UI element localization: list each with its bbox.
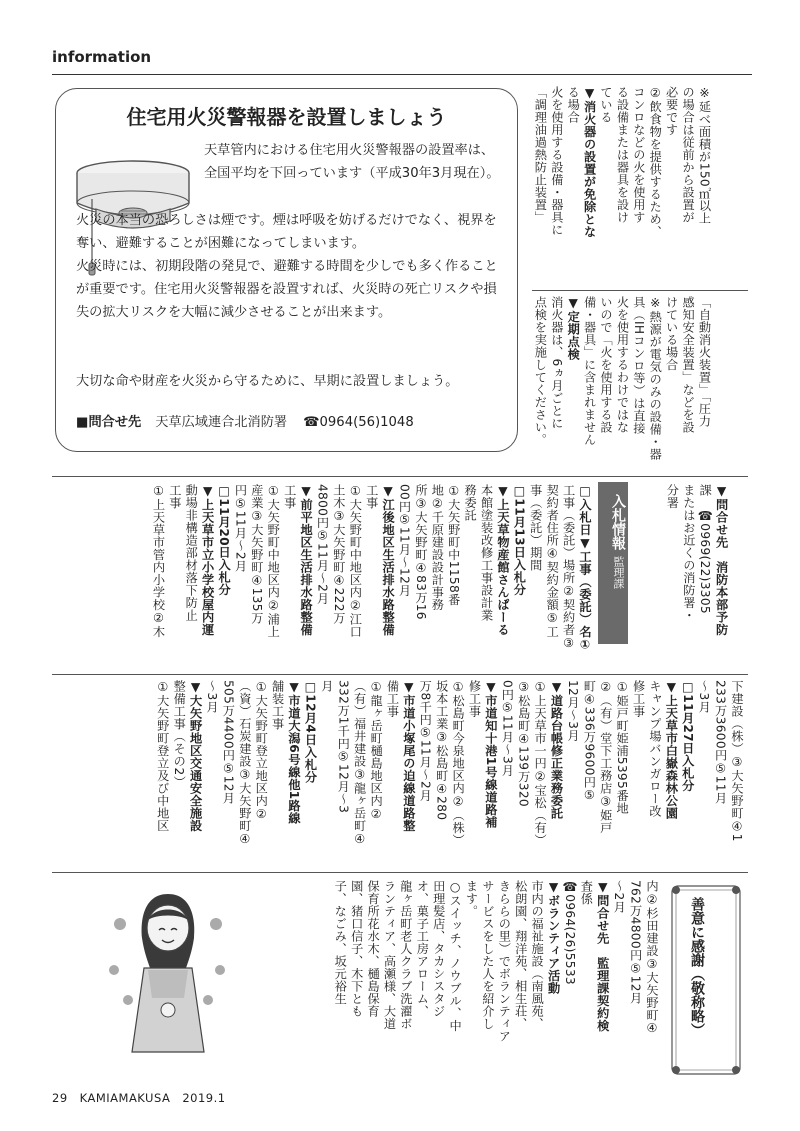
text-line: コンロなどの火を使用す xyxy=(631,86,646,224)
text-line: 修工事 xyxy=(631,680,646,718)
text-line: 松朗園、翔洋苑、相生荘、 xyxy=(513,880,528,1030)
text-line: 舗装工事 xyxy=(270,680,285,730)
bid-info-title: 入札情報 xyxy=(610,494,626,550)
text-line: けている場合 xyxy=(664,296,679,371)
notice-paragraph-3: 火災時には、初期段階の発見で、避難する時間を少しでも多く作ることが重要です。住宅用火災警報器を設置すれば、火災時の死亡リスクや損失の拡大リスクを大幅に減少させることが出来ます。 xyxy=(76,259,498,320)
text-line: 工事 xyxy=(167,484,182,509)
text-line: ランティア、高瀬様、大道 xyxy=(382,880,397,1030)
text-line: 下建設（株）③大矢野町④1 xyxy=(730,680,744,842)
text-line: ①大矢野町中地区内②江口 xyxy=(348,484,363,638)
text-line: 具（IHコンロ等）は直接 xyxy=(631,296,646,435)
text-line: 必要です xyxy=(664,86,679,136)
text-line: 契約者住所④契約金額⑤工 xyxy=(545,484,560,638)
text-line: ▼問合せ先 監理課契約検 xyxy=(595,880,610,1032)
text-line: 所③大矢野町④83万16 xyxy=(413,484,428,620)
text-line: 月 xyxy=(319,680,334,693)
text-line: （資）石炭建設③大矢野町④ xyxy=(237,680,252,847)
girl-illustration-icon xyxy=(108,880,228,1058)
text-line: □12月4日入札分 xyxy=(303,680,318,784)
column-divider xyxy=(532,290,748,291)
text-line: □11月20日入札分 xyxy=(217,484,232,596)
text-line: サービスをした人を紹介し xyxy=(480,880,495,1030)
text-line: 火を使用する設備・器具に xyxy=(549,86,564,236)
notice-paragraph-1: 天草管内における住宅用火災警報器の設置率は、全国平均を下回っています（平成30年3月現在）。 xyxy=(204,143,500,181)
text-line: いので「火を使用する設 xyxy=(599,296,614,434)
notice-paragraph-4: 大切な命や財産を火災から守るために、早期に設置しましょう。 xyxy=(76,374,459,389)
text-line: 0円⑤11月〜3月 xyxy=(500,680,515,777)
text-line: 工事 xyxy=(282,484,297,509)
page-footer: 29 KAMIAMAKUSA 2019.1 xyxy=(52,1091,226,1105)
text-line: またはお近くの消防署・ xyxy=(681,484,696,622)
text-line: ○スイッチ、ノウブル、中 xyxy=(448,880,463,1032)
column-divider xyxy=(52,872,748,873)
text-line: 備・器具」に含まれません xyxy=(582,296,597,446)
fire-alarm-notice-box xyxy=(55,88,518,452)
text-line: 点検を実施してください。 xyxy=(533,296,548,446)
text-line: 整備工事（その2） xyxy=(172,680,187,789)
text-line: ①大矢野町中1158番 xyxy=(446,484,461,606)
text-line: ▼定期点検 xyxy=(566,296,581,361)
text-line: 円⑤11月〜2月 xyxy=(233,484,248,573)
text-line: 地②千原建設設計事務 xyxy=(430,484,445,611)
text-line: 備工事 xyxy=(385,680,400,718)
text-line: 万8千円⑤11月〜2月 xyxy=(418,680,433,802)
text-line: ▼江後地区生活排水路整備 xyxy=(381,484,396,636)
text-line: 505万4400円⑤12月 xyxy=(221,680,236,805)
text-line: （有）福井建設③龍ヶ岳町④ xyxy=(352,680,367,847)
text-line: ▼道路台帳修正業務委託 xyxy=(549,680,564,820)
text-line: 事（委託）期間 xyxy=(528,484,543,572)
text-line: の場合は従前から設置が xyxy=(681,86,696,224)
volunteer-and-contact-text xyxy=(252,880,660,1066)
column-divider xyxy=(52,476,748,477)
bid-info-tag xyxy=(598,482,628,644)
text-line: 園、猪口信子、木下とも xyxy=(349,880,364,1018)
text-line: ▼消火器の設置が免除とな xyxy=(582,86,597,238)
text-line: ▼市道知十港1号線道路補 xyxy=(483,680,498,829)
text-line: 務委託 xyxy=(463,484,478,522)
column-divider xyxy=(52,674,748,675)
text-line: 233万3600円⑤11月 xyxy=(713,680,728,805)
notice-paragraph-2: 火災の本当の恐ろしさは煙です。煙は呼吸を妨げるだけでなく、視界を奪い、避難することが困難になってしまいます。 xyxy=(76,213,497,251)
text-line: 〜2月 xyxy=(612,880,627,914)
text-line: ①上天草市管内小学校②木 xyxy=(151,484,166,638)
text-line: ①龍ヶ岳町樋島地区内② xyxy=(369,680,384,822)
text-line: 「自動消火装置」「圧力 xyxy=(697,296,712,428)
text-line: キャンプ場バンガロー改 xyxy=(647,680,662,818)
bid-info-dept: 監理課 xyxy=(612,556,625,589)
text-line: ▼上天草物産館さんぱーる xyxy=(495,484,510,636)
text-line: ▼前平地区生活排水路整備 xyxy=(299,484,314,636)
text-line: ①大矢野町登立及び中地区 xyxy=(155,680,170,832)
text-line: ▼問合せ先 消防本部予防 xyxy=(714,484,729,636)
text-line: ②飲食物を提供するため、 xyxy=(648,86,663,238)
text-line: ▼市道大潟6号線他1路線 xyxy=(287,680,302,825)
text-line: 感知安全装置」などを設 xyxy=(681,296,696,434)
text-line: 消火器は、6ヵ月ごとに xyxy=(549,296,564,430)
text-line: 「調理油過熱防止装置」 xyxy=(533,86,548,224)
text-line: ①松島町今泉地区内②（株） xyxy=(451,680,466,847)
extinguisher-exemption-text xyxy=(532,86,712,286)
section-label: information xyxy=(52,48,152,66)
text-line: ③松島町④139万320 xyxy=(516,680,531,807)
top-rule xyxy=(52,74,752,75)
contact-org: 天草広域連合北消防署 xyxy=(155,415,288,430)
text-line: ▼市道小塚尾の迫線道路整 xyxy=(401,680,416,832)
notice-title: 住宅用火災警報器を設置しましょう xyxy=(126,105,447,129)
text-line: □11月13日入札分 xyxy=(512,484,527,596)
text-line: ます。 xyxy=(464,880,479,918)
text-line: きららの里）でボランティア xyxy=(497,880,512,1043)
text-line: 内②杉田建設③大矢野町④ xyxy=(645,880,659,1036)
contact-label: ■問合せ先 xyxy=(76,415,142,430)
text-line: 子、なごみ、坂元裕生 xyxy=(333,880,348,1005)
text-line: 龍ヶ岳町老人クラブ洗濯ボ xyxy=(398,880,413,1030)
text-line: ☎0964(26)5533 xyxy=(562,880,577,985)
text-line: 工事（委託）場所②契約者③ xyxy=(561,484,576,651)
text-line: 査係 xyxy=(579,880,594,905)
text-line: 土木③大矢野町④222万 xyxy=(331,484,346,625)
bid-results-part-2 xyxy=(55,680,745,866)
notice-contact xyxy=(76,411,414,430)
text-line: ①大矢野町中地区内②浦上 xyxy=(266,484,281,638)
text-line: 坂本工業③松島町④280 xyxy=(434,680,449,821)
text-line: 分署 xyxy=(665,484,680,509)
text-line: 本館塗装改修工事設計業 xyxy=(479,484,494,622)
text-line: る場合 xyxy=(566,86,581,124)
text-line: ①上天草市一円②宝松（有） xyxy=(533,680,548,847)
text-line: 00円⑤11月〜12月 xyxy=(397,484,412,597)
text-line: ▼大矢野地区交通安全施設 xyxy=(188,680,203,832)
text-line: 762万4800円⑤12月 xyxy=(628,880,643,1005)
text-line: 産業③大矢野町④135万 xyxy=(249,484,264,625)
text-line: オ、菓子工房アローム、 xyxy=(415,880,430,1018)
text-line: ①姫戸町姫浦5395番地 xyxy=(615,680,630,815)
text-line: 町④336万9600円⑤ xyxy=(582,680,597,803)
text-line: ①大矢野町登立地区内② xyxy=(254,680,269,822)
text-line: □11月27日入札分 xyxy=(680,680,695,792)
text-line: ▼上天草市白嶽森林公園 xyxy=(664,680,679,820)
text-line: 田理髪店、タカシスタジ xyxy=(431,880,446,1018)
fire-dept-contact xyxy=(664,484,730,684)
thanks-title: 善意に感謝（敬称略） xyxy=(689,897,705,1037)
text-line: 332万1千円⑤12月〜3 xyxy=(336,680,351,814)
text-line: 保育所花水木、樋島保育 xyxy=(366,880,381,1018)
bid-results-part-1 xyxy=(55,484,593,670)
text-line: □入札日▼工事（委託）名① xyxy=(578,484,592,652)
text-line: 〜3月 xyxy=(697,680,712,714)
text-line: 12月〜3月 xyxy=(565,680,580,742)
text-line: 〜3月 xyxy=(205,680,219,714)
text-line: 工事 xyxy=(364,484,379,509)
thanks-frame xyxy=(666,880,746,1080)
text-line: 市内の福祉施設（南風苑、 xyxy=(530,880,545,1030)
text-line: ▼ボランティア活動 xyxy=(546,880,561,995)
text-line: ②（有）堂下工務店③姫戸 xyxy=(598,680,613,834)
text-line: ている xyxy=(599,86,614,124)
text-line: 4800円⑤11月〜2月 xyxy=(315,484,330,605)
text-line: ▼上天草市立小学校屋内運 xyxy=(200,484,215,636)
extinguisher-inspection-text xyxy=(532,296,712,472)
text-line: ※延べ面積が150㎡以上 xyxy=(697,86,712,225)
contact-phone: ☎0964(56)1048 xyxy=(303,415,414,430)
text-line: 火を使用するわけではな xyxy=(615,296,630,434)
text-line: ※熱源が電気のみの設備・器 xyxy=(648,296,663,461)
text-line: る設備または器具を設け xyxy=(615,86,630,224)
text-line: 修工事 xyxy=(467,680,482,718)
text-line: 動場非構造部材落下防止 xyxy=(184,484,199,622)
text-line: 課 ☎0969(22)3305 xyxy=(698,484,713,614)
